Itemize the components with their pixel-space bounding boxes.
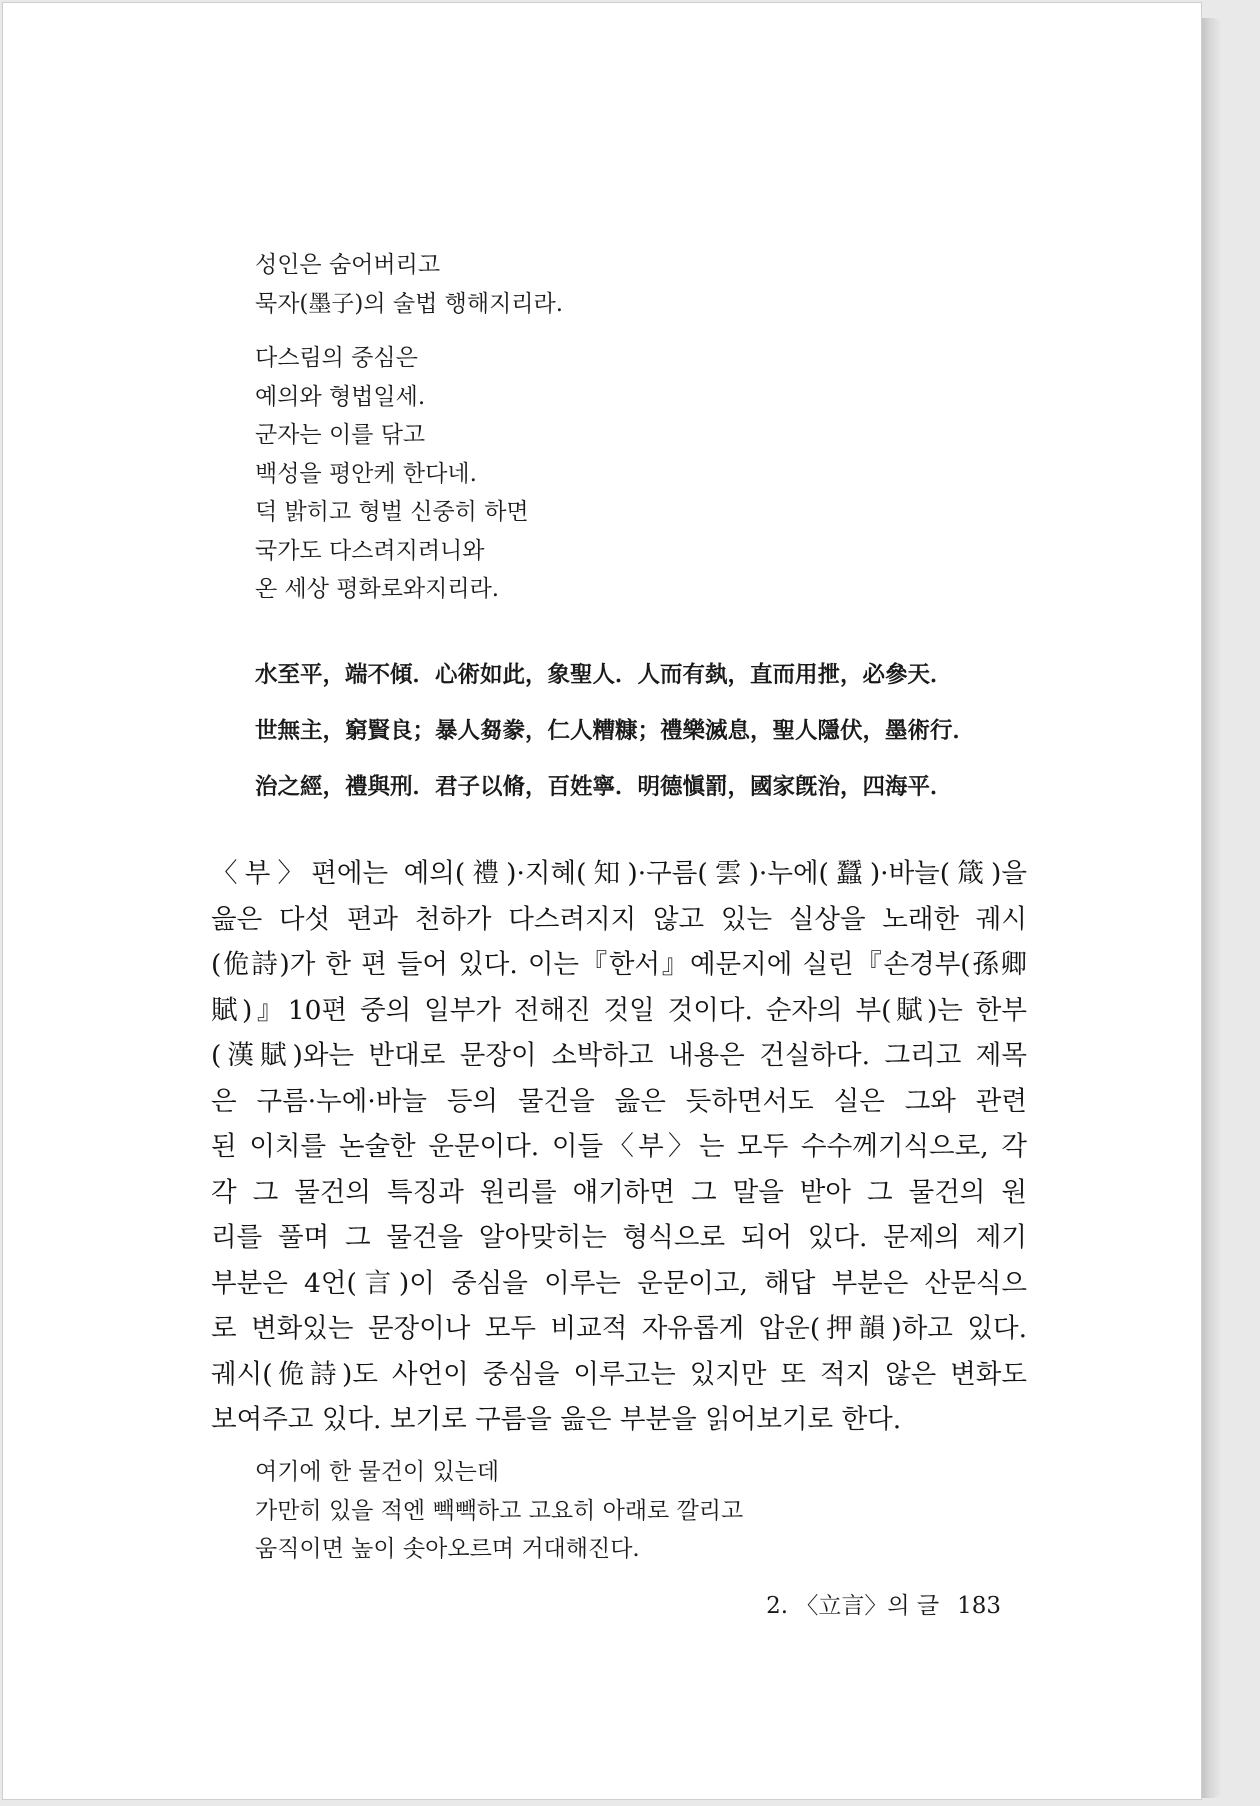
body-line: (佹詩)가 한 편 들어 있다. 이는『한서』예문지에 실린『손경부(孫卿 [211, 949, 1027, 980]
body-line: 로 변화있는 문장이나 모두 비교적 자유롭게 압운(押韻)하고 있다. [211, 1313, 1027, 1344]
page-footer [766, 1587, 1001, 1620]
verse-line: 백성을 평안케 한다네. [255, 460, 477, 487]
verse-line: 움직이면 높이 솟아오르며 거대해진다. [255, 1536, 640, 1562]
body-line: 부분은 4언(言)이 중심을 이루는 운문이고, 해답 부분은 산문식으 [211, 1267, 1027, 1299]
verse-block-main [255, 339, 529, 609]
classical-line: 水至平，端不傾．心術如此，象聖人．人而有埶，直而用抴，必參天． [255, 662, 953, 688]
body-line: 은 구름·누에·바늘 등의 물건을 읊은 듯하면서도 실은 그와 관련 [211, 1085, 1027, 1117]
classical-line: 治之經，禮與刑．君子以脩，百姓寧．明德愼罰，國家旣治，四海平． [255, 774, 953, 800]
body-line: 〈부〉편에는 예의(禮)·지혜(知)·구름(雲)·누에(蠶)·바늘(箴)을 [211, 858, 1027, 889]
body-line: 각 그 물건의 특징과 원리를 얘기하면 그 말을 받아 그 물건의 원 [211, 1176, 1027, 1208]
running-head: 2. 〈立言〉의 글 [766, 1593, 940, 1619]
verse-line: 군자는 이를 닦고 [255, 422, 426, 448]
body-line: 리를 풀며 그 물건을 알아맞히는 형식으로 되어 있다. 문제의 제기 [211, 1222, 1027, 1253]
body-line: 된 이치를 논술한 운문이다. 이들〈부〉는 모두 수수께기식으로, 각 [211, 1131, 1027, 1162]
body-line: 보여주고 있다. 보기로 구름을 읊은 부분을 읽어보기로 한다. [211, 1404, 902, 1435]
verse-line: 묵자(墨子)의 술법 행해지리라. [255, 290, 564, 317]
body-line: 읊은 다섯 편과 천하가 다스려지지 않고 있는 실상을 노래한 궤시 [211, 903, 1027, 935]
body-line: (漢賦)와는 반대로 문장이 소박하고 내용은 건실하다. 그리고 제목 [211, 1040, 1027, 1071]
verse-line: 다스림의 중심은 [255, 345, 418, 371]
verse-block-top [255, 246, 563, 323]
verse-line: 성인은 숨어버리고 [255, 252, 441, 278]
verse-line: 여기에 한 물건이 있는데 [255, 1459, 500, 1485]
book-page [2, 2, 1202, 1800]
classical-line: 世無主，窮賢良；暴人芻豢，仁人糟糠；禮樂滅息，聖人隱伏，墨術行． [255, 718, 976, 744]
verse-line: 가만히 있을 적엔 빽빽하고 고요히 아래로 깔리고 [255, 1497, 744, 1524]
page-number: 183 [957, 1593, 1001, 1619]
body-line: 궤시(佹詩)도 사언이 중심을 이루고는 있지만 또 적지 않은 변화도 [211, 1358, 1027, 1390]
body-paragraph [211, 851, 1027, 1443]
verse-line: 예의와 형법일세. [255, 383, 426, 410]
classical-chinese-block [255, 647, 975, 815]
verse-line: 온 세상 평화로와지리라. [255, 576, 500, 602]
verse-line: 덕 밝히고 형벌 신중히 하면 [255, 499, 529, 525]
verse-block-bottom [255, 1453, 743, 1569]
body-line: 賦)』10편 중의 일부가 전해진 것일 것이다. 순자의 부(賦)는 한부 [211, 994, 1027, 1026]
verse-line: 국가도 다스려지려니와 [255, 537, 485, 564]
